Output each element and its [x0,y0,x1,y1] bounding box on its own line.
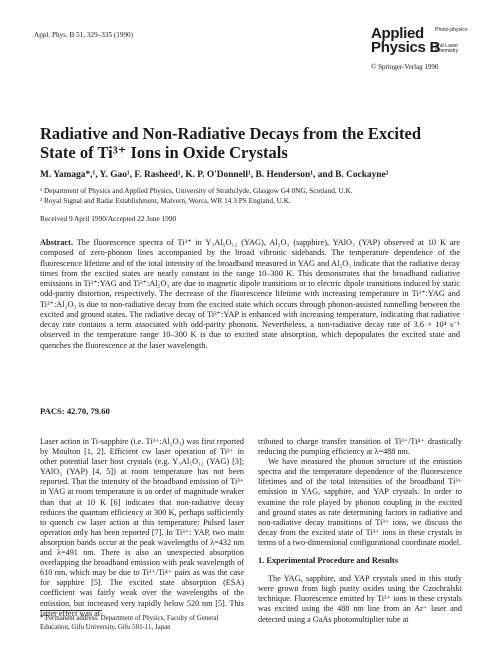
author-list: M. Yamaga*,¹, Y. Gao¹, F. Rasheed¹, K. P. O'Donnell¹, B. Henderson¹, and B. Cockayne² [40,170,389,180]
body-column-right [258,437,462,625]
body-column-left [40,437,244,619]
footnote: * Permanent address: Department of Physics, Faculty of General Education, Gifu University, Gifu 501-11, Japan [40,615,219,631]
received-dates: Received 9 April 1990/Accepted 22 June 1990 [40,214,177,223]
abstract-label: Abstract. [40,238,73,247]
affiliation-1: ¹ Department of Physics and Applied Physics, University of Strathclyde, Glasgow G4 0NG, Scotland, U.K. [40,186,353,195]
logo-word-applied: Applied [371,25,424,42]
affiliations [40,186,480,206]
abstract [40,238,460,351]
journal-logo [371,25,468,56]
copyright-notice: © Springer-Verlag 1990 [371,63,439,71]
measurement-paragraph: We have measured the phonon structure of the emission spectra and the temperature dependence of the fluorescence lifetimes and of the total intensities of the broadband Ti³⁺ emission in YAG, sapphire, and YAP crystals. In order to examine the role played by phonon coupling in the excited and ground states as rate determining factors in radiative and non-radiative decay transitions of Ti³⁺ ions, we discuss the decay from the excited state of Ti³⁺ ions in these crystals in terms of a two-dimensional configurational coordinate model. [258,457,462,547]
intro-paragraph: Laser action in Ti-sapphire (i.e. Ti³⁺:Al₂O₃) was first reported by Moulton [1, 2]. Efficient cw laser operation of Ti³⁺ in other potential laser host crystals (e.g. Y₃Al₅O₁₂ (YAG) [3]; YAlO₃ (YAP) [4, 5]) at room temperature has not been reported. That the intensity of the broadband emission of Ti³⁺ in YAG at room temperature is an order of magnitude weaker than that at 10 K [6] indicates that non-radiative decay reduces the quantum efficiency at 300 K, perhaps sufficiently to quench cw laser action at this temperature: Pulsed laser operation only has been reported [7]. In Ti³⁺: YAP, two main absorption bands occur at the peak wavelengths of λ=432 nm and λ=491 nm. There is also an unexpected absorption overlapping the broadband emission with peak wavelength of 610 nm, which may be due to Ti³⁺/Ti⁴⁺ pairs as was the case for sapphire [5]. The excited state absorption (ESA) coefficient was fairly weak over the wavelengths of the emission, but increased very rapidly below 520 nm [5]. This latter effect was at- [40,437,244,618]
section-spacer [258,548,462,556]
abstract-text: The fluorescence spectra of Ti³⁺ in Y₃Al₅O₁₂ (YAG), Al₂O₃ (sapphire), YAlO₃ (YAP) observed at 10 K are composed of zero-phonon lines accompanied by the broad vibronic sidebands. The temperature dependence of the fluorescence lifetime and of the total intensity of the broadband measured in YAG and Al₂O₃ indicate that the radiative decay times from the excited states are nearly constant in the range 10–300 K. This demonstrates that the broadband radiative emissions in Ti³⁺:YAG and Ti³⁺:Al₂O₃ are due to magnetic dipole transitions or to electric dipole transitions induced by static odd-parity distortion, respectively. The decrease of the fluorescence lifetime with increasing temperature in Ti³⁺:YAG and Ti³⁺:Al₂O₃ is due to non-radiative decay from the excited state which occurs through phonon-assisted tunnelling between the excited and ground states. The radiative decay of Ti³⁺:YAP is enhanced with increasing temperature, indicating that radiative decay rate contains a term associated with odd-parity phonons. Nevertheless, a non-radiative decay rate of 3.6 × 10⁴ s⁻¹ observed in the temperature range 10–300 K is due to excited state absorption, which depopulates the excited state and quenches the fluorescence at the laser wavelength. [40,238,460,350]
affiliation-2: ² Royal Signal and Radar Establishment, Malvern, Worcs, WR 14 3 PS England, U.K. [40,196,291,205]
logo-subtitle-laser-chemistry: and Laser Chemistry [435,43,459,55]
section-heading: 1. Experimental Procedure and Results [258,556,398,566]
article-title: Radiative and Non-Radiative Decays from the Excited State of Ti³⁺ Ions in Oxide Crystals [40,124,421,162]
logo-word-physics-b: Physics B [371,39,441,56]
footnote-divider [40,610,102,611]
intro-paragraph-continued: tributed to charge transfer transition of Ti³⁺/Ti⁴⁺ drastically reducing the pumping efficiency at λ=488 nm. [258,437,462,457]
pacs-codes: PACS: 42.70, 79.60 [40,406,110,416]
logo-subtitle-photophysics: Photo-physics [435,27,468,33]
experimental-paragraph: The YAG, sapphire, and YAP crystals used in this study were grown from high purity oxides using the Czochralski technique. Fluorescence emitted by Ti³⁺ ions in these crystals was excited using the 488 nm line from an Ar⁺ laser and detected using a GaAs photomultiplier tube at [258,574,462,624]
journal-reference: Appl. Phys. B 51, 329–335 (1990) [34,31,134,39]
